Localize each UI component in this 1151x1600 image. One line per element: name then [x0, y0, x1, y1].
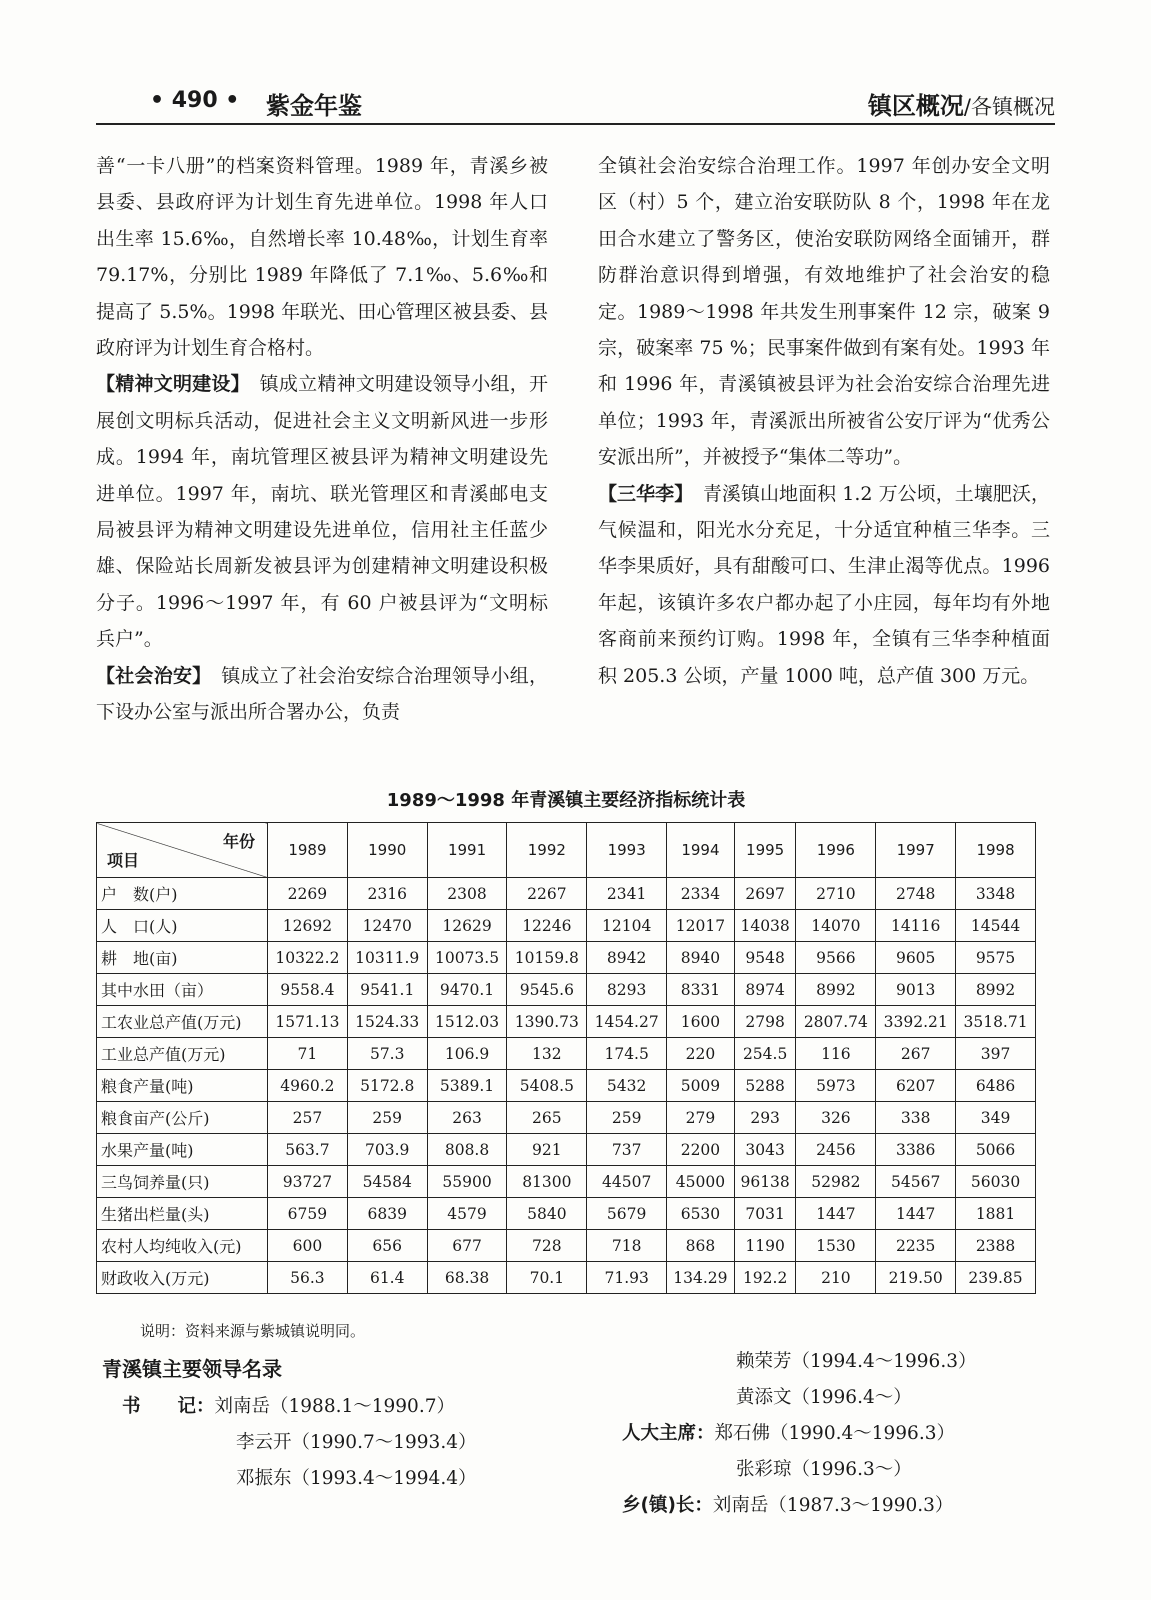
table-row [97, 942, 1036, 974]
table-cell: 81300 [507, 1166, 587, 1198]
table-cell: 132 [507, 1038, 587, 1070]
table-cell: 600 [268, 1230, 348, 1262]
economic-indicators-table [96, 822, 1036, 1294]
table-cell: 14070 [796, 910, 876, 942]
table-cell: 2748 [876, 878, 956, 910]
text-spiritual-civilization: 镇成立精神文明建设领导小组，开展创文明标兵活动，促进社会主义文明新风进一步形成。1994 年，南坑管理区被县评为精神文明建设先进单位。1997 年，南坑、联光管理区和青溪邮电支局被县评为精神文明建设先进单位，信用社主任蓝少雄、保险站长周新发被县评为创建精神文明建设积极分子。1996～1997 年，有 60 户被县评为“文明标兵户”。 [96, 373, 548, 651]
table-cell: 220 [667, 1038, 735, 1070]
leader-line-secretary-4: 赖荣芳（1994.4～1996.3） [736, 1351, 977, 1372]
table-cell: 868 [667, 1230, 735, 1262]
corner-item-label: 项目 [107, 851, 140, 870]
year-header-1997: 1997 [876, 823, 956, 878]
table-cell: 6530 [667, 1198, 735, 1230]
role-npc-chair: 人大主席： [622, 1423, 715, 1444]
subheading-sanhua-plum: 【三华李】 [598, 482, 684, 505]
table-cell: 1512.03 [427, 1006, 507, 1038]
subheading-spiritual-civilization: 【精神文明建设】 [96, 373, 241, 396]
table-cell: 134.29 [667, 1262, 735, 1294]
table-cell: 14544 [956, 910, 1036, 942]
year-header-1989: 1989 [268, 823, 348, 878]
table-row [97, 1262, 1036, 1294]
page-number: • 490 • [150, 88, 240, 113]
year-header-1998: 1998 [956, 823, 1036, 878]
table-cell: 12104 [587, 910, 667, 942]
leader-line-secretary-3: 邓振东（1993.4～1994.4） [236, 1468, 477, 1489]
row-label: 财政收入(万元) [97, 1262, 268, 1294]
table-cell: 293 [734, 1102, 796, 1134]
table-cell: 1447 [876, 1198, 956, 1230]
row-label: 三鸟饲养量(只) [97, 1166, 268, 1198]
table-cell: 44507 [587, 1166, 667, 1198]
table-cell: 6759 [268, 1198, 348, 1230]
table-cell: 8331 [667, 974, 735, 1006]
table-cell: 61.4 [347, 1262, 427, 1294]
table-cell: 56.3 [268, 1262, 348, 1294]
table-header-row [97, 823, 1036, 878]
table-cell: 9013 [876, 974, 956, 1006]
table-cell: 3386 [876, 1134, 956, 1166]
leader-line-secretary-2: 李云开（1990.7～1993.4） [236, 1432, 477, 1453]
table-cell: 1571.13 [268, 1006, 348, 1038]
table-note: 说明：资料来源与紫城镇说明同。 [140, 1322, 366, 1340]
text-sanhua-plum: 青溪镇山地面积 1.2 万公顷，土壤肥沃，气候温和，阳光水分充足，十分适宜种植三华李。三华李果质好，具有甜酸可口、生津止渴等优点。1996 年起，该镇许多农户都办起了小庄园，每年均有外地客商前来预约订购。1998 年，全镇有三华李种植面积 205.3 公顷，产量 1000 吨，总产值 300 万元。 [598, 482, 1050, 687]
table-cell: 2798 [734, 1006, 796, 1038]
table-cell: 265 [507, 1102, 587, 1134]
table-cell: 96138 [734, 1166, 796, 1198]
leader-line-npc-2: 张彩琼（1996.3～） [736, 1459, 912, 1480]
table-cell: 1600 [667, 1006, 735, 1038]
right-column [598, 148, 1050, 694]
table-cell: 106.9 [427, 1038, 507, 1070]
table-cell: 5973 [796, 1070, 876, 1102]
table-cell: 397 [956, 1038, 1036, 1070]
row-label: 农村人均纯收入(元) [97, 1230, 268, 1262]
table-cell: 219.50 [876, 1262, 956, 1294]
table-cell: 5009 [667, 1070, 735, 1102]
paragraph-public-security [96, 658, 548, 731]
table-cell: 5408.5 [507, 1070, 587, 1102]
table-cell: 2341 [587, 878, 667, 910]
table-cell: 3348 [956, 878, 1036, 910]
table-cell: 703.9 [347, 1134, 427, 1166]
table-cell: 8293 [587, 974, 667, 1006]
left-column [96, 148, 548, 731]
table-cell: 1447 [796, 1198, 876, 1230]
section-main: 镇区概况 [867, 92, 964, 120]
table-cell: 6207 [876, 1070, 956, 1102]
table-cell: 2308 [427, 878, 507, 910]
table-cell: 5432 [587, 1070, 667, 1102]
leader-line-secretary-5: 黄添文（1996.4～） [736, 1387, 912, 1408]
corner-year-label: 年份 [222, 832, 255, 851]
table-cell: 68.38 [427, 1262, 507, 1294]
table-cell: 2710 [796, 878, 876, 910]
table-row [97, 1102, 1036, 1134]
year-header-1991: 1991 [427, 823, 507, 878]
table-cell: 349 [956, 1102, 1036, 1134]
table-cell: 12017 [667, 910, 735, 942]
table-cell: 2807.74 [796, 1006, 876, 1038]
table-cell: 656 [347, 1230, 427, 1262]
table-cell: 239.85 [956, 1262, 1036, 1294]
table-cell: 8992 [796, 974, 876, 1006]
year-header-1996: 1996 [796, 823, 876, 878]
row-label: 水果产量(吨) [97, 1134, 268, 1166]
leader-name: 刘南岳（1987.3～1990.3） [712, 1495, 954, 1516]
table-cell: 808.8 [427, 1134, 507, 1166]
table-cell: 14038 [734, 910, 796, 942]
table-cell: 263 [427, 1102, 507, 1134]
table-cell: 12629 [427, 910, 507, 942]
row-label: 人 口(人) [97, 910, 268, 942]
table-cell: 12470 [347, 910, 427, 942]
table-cell: 8940 [667, 942, 735, 974]
table-cell: 70.1 [507, 1262, 587, 1294]
paragraph-spiritual-civilization [96, 366, 548, 657]
year-header-1994: 1994 [667, 823, 735, 878]
table-cell: 6839 [347, 1198, 427, 1230]
year-header-1990: 1990 [347, 823, 427, 878]
table-cell: 257 [268, 1102, 348, 1134]
table-cell: 2200 [667, 1134, 735, 1166]
table-cell: 9575 [956, 942, 1036, 974]
table-cell: 1530 [796, 1230, 876, 1262]
table-cell: 52982 [796, 1166, 876, 1198]
table-cell: 12246 [507, 910, 587, 942]
table-cell: 5389.1 [427, 1070, 507, 1102]
table-cell: 10159.8 [507, 942, 587, 974]
table-cell: 71.93 [587, 1262, 667, 1294]
table-row [97, 1006, 1036, 1038]
table-cell: 338 [876, 1102, 956, 1134]
table-row [97, 1134, 1036, 1166]
table-cell: 2267 [507, 878, 587, 910]
table-cell: 5840 [507, 1198, 587, 1230]
table-cell: 5288 [734, 1070, 796, 1102]
leader-line-npc-1 [622, 1419, 955, 1445]
table-cell: 5679 [587, 1198, 667, 1230]
table-cell: 9545.6 [507, 974, 587, 1006]
table-cell: 14116 [876, 910, 956, 942]
table-cell: 326 [796, 1102, 876, 1134]
table-cell: 2269 [268, 878, 348, 910]
table-cell: 10311.9 [347, 942, 427, 974]
year-header-1995: 1995 [734, 823, 796, 878]
book-title: 紫金年鉴 [266, 92, 362, 120]
table-cell: 192.2 [734, 1262, 796, 1294]
year-header-1992: 1992 [507, 823, 587, 878]
table-cell: 2456 [796, 1134, 876, 1166]
table-cell: 3392.21 [876, 1006, 956, 1038]
table-cell: 93727 [268, 1166, 348, 1198]
table-row [97, 1070, 1036, 1102]
table-row [97, 974, 1036, 1006]
leader-line-secretary-1 [122, 1392, 455, 1418]
table-cell: 116 [796, 1038, 876, 1070]
table-title: 1989～1998 年青溪镇主要经济指标统计表 [386, 790, 746, 811]
table-cell: 9470.1 [427, 974, 507, 1006]
leader-line-mayor-1 [622, 1491, 953, 1517]
table-corner-cell [97, 823, 268, 878]
leaders-title: 青溪镇主要领导名录 [102, 1357, 282, 1381]
table-cell: 259 [347, 1102, 427, 1134]
table-cell: 57.3 [347, 1038, 427, 1070]
table-row [97, 1038, 1036, 1070]
table-cell: 5172.8 [347, 1070, 427, 1102]
role-secretary: 书 记： [122, 1396, 215, 1417]
table-cell: 921 [507, 1134, 587, 1166]
table-cell: 1881 [956, 1198, 1036, 1230]
row-label: 工业总产值(万元) [97, 1038, 268, 1070]
row-label: 粮食亩产(公斤) [97, 1102, 268, 1134]
table-cell: 55900 [427, 1166, 507, 1198]
table-cell: 1390.73 [507, 1006, 587, 1038]
paragraph-family-planning: 善“一卡八册”的档案资料管理。1989 年，青溪乡被县委、县政府评为计划生育先进单位。1998 年人口出生率 15.6‰，自然增长率 10.48‰，计划生育率 79.17%，分别比 1989 年降低了 7.1‰、5.6‰和提高了 5.5%。1998 年联光、田心管理区被县委、县政府评为计划生育合格村。 [96, 155, 548, 360]
table-cell: 10073.5 [427, 942, 507, 974]
table-cell: 7031 [734, 1198, 796, 1230]
table-cell: 54584 [347, 1166, 427, 1198]
table-cell: 2697 [734, 878, 796, 910]
table-cell: 9548 [734, 942, 796, 974]
row-label: 耕 地(亩) [97, 942, 268, 974]
table-cell: 6486 [956, 1070, 1036, 1102]
table-row [97, 910, 1036, 942]
section-sub: /各镇概况 [963, 95, 1055, 119]
table-row [97, 1230, 1036, 1262]
table-cell: 1190 [734, 1230, 796, 1262]
table-cell: 1454.27 [587, 1006, 667, 1038]
paragraph-security-cont: 全镇社会治安综合治理工作。1997 年创办安全文明区（村）5 个，建立治安联防队 8 个，1998 年在龙田合水建立了警务区，使治安联防网络全面铺开，群防群治意识得到增强，有效地维护了社会治安的稳定。1989～1998 年共发生刑事案件 12 宗，破案 9 宗，破案率 75 %；民事案件做到有案有处。1993 年和 1996 年，青溪镇被县评为社会治安综合治理先进单位；1993 年，青溪派出所被省公安厅评为“优秀公安派出所”，并被授予“集体二等功”。 [598, 155, 1050, 469]
table-cell: 56030 [956, 1166, 1036, 1198]
table-cell: 54567 [876, 1166, 956, 1198]
table-row [97, 1198, 1036, 1230]
row-label: 粮食产量(吨) [97, 1070, 268, 1102]
table-cell: 45000 [667, 1166, 735, 1198]
table-cell: 718 [587, 1230, 667, 1262]
table-cell: 12692 [268, 910, 348, 942]
table-cell: 3518.71 [956, 1006, 1036, 1038]
table-cell: 210 [796, 1262, 876, 1294]
table-cell: 9566 [796, 942, 876, 974]
table-cell: 9541.1 [347, 974, 427, 1006]
table-cell: 5066 [956, 1134, 1036, 1166]
table-cell: 3043 [734, 1134, 796, 1166]
section-title [868, 86, 1055, 121]
subheading-public-security: 【社会治安】 [96, 664, 202, 687]
year-header-1993: 1993 [587, 823, 667, 878]
table-cell: 563.7 [268, 1134, 348, 1166]
table-cell: 4960.2 [268, 1070, 348, 1102]
table-cell: 279 [667, 1102, 735, 1134]
row-label: 生猪出栏量(头) [97, 1198, 268, 1230]
table-cell: 4579 [427, 1198, 507, 1230]
table-cell: 254.5 [734, 1038, 796, 1070]
header-rule [96, 123, 1055, 125]
row-label: 其中水田（亩） [97, 974, 268, 1006]
table-cell: 71 [268, 1038, 348, 1070]
table-cell: 2235 [876, 1230, 956, 1262]
leader-name: 刘南岳（1988.1～1990.7） [214, 1396, 455, 1417]
table-cell: 2334 [667, 878, 735, 910]
table-row [97, 878, 1036, 910]
paragraph-sanhua-plum [598, 476, 1050, 694]
leader-name: 郑石佛（1990.4～1996.3） [714, 1423, 955, 1444]
table-cell: 174.5 [587, 1038, 667, 1070]
table-cell: 8992 [956, 974, 1036, 1006]
table-cell: 1524.33 [347, 1006, 427, 1038]
row-label: 工农业总产值(万元) [97, 1006, 268, 1038]
role-mayor: 乡(镇)长： [622, 1495, 713, 1516]
table-cell: 9605 [876, 942, 956, 974]
table-cell: 267 [876, 1038, 956, 1070]
table-cell: 10322.2 [268, 942, 348, 974]
page-header [96, 78, 1055, 126]
text-public-security: 镇成立了社会治安综合治理领导小组，下设办公室与派出所合署办公，负责 [96, 664, 548, 724]
table-row [97, 1166, 1036, 1198]
table-cell: 728 [507, 1230, 587, 1262]
table-cell: 8942 [587, 942, 667, 974]
row-label: 户 数(户) [97, 878, 268, 910]
table-cell: 9558.4 [268, 974, 348, 1006]
table-cell: 2388 [956, 1230, 1036, 1262]
table-cell: 677 [427, 1230, 507, 1262]
table-cell: 2316 [347, 878, 427, 910]
table-cell: 8974 [734, 974, 796, 1006]
table-cell: 259 [587, 1102, 667, 1134]
table-cell: 737 [587, 1134, 667, 1166]
